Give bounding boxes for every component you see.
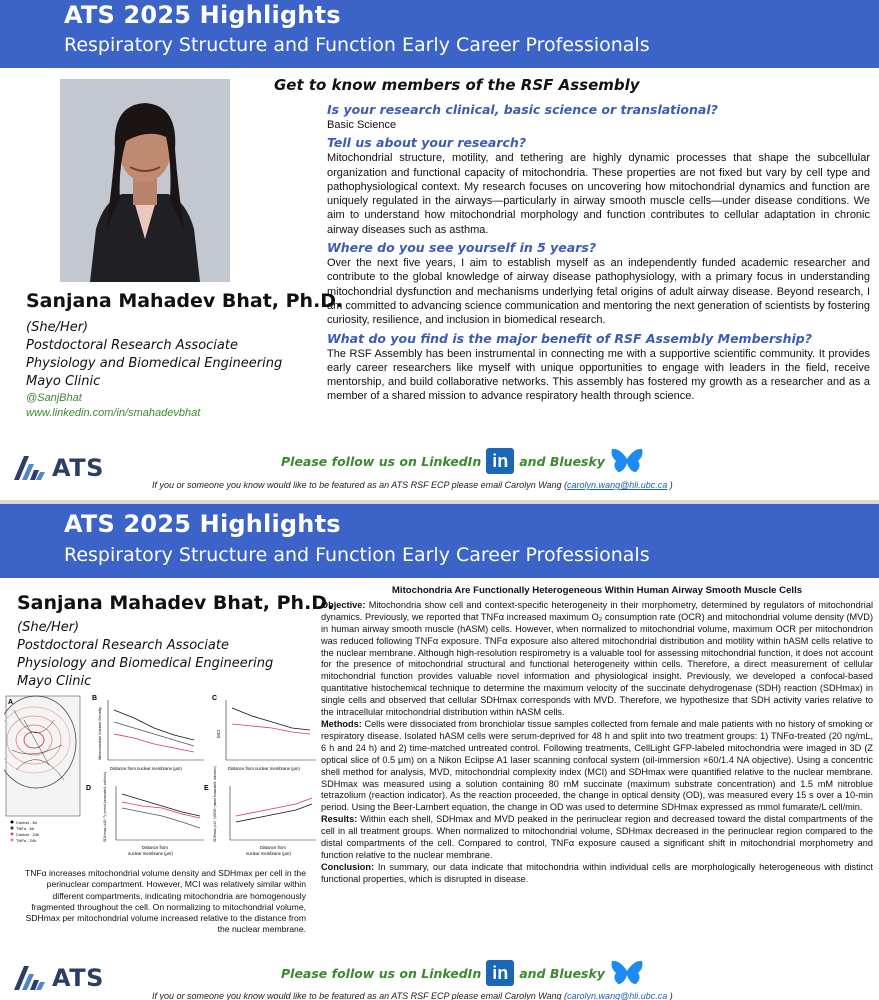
panel-e-chart xyxy=(204,766,316,856)
ats-logo xyxy=(12,454,104,482)
panel-label-e: E xyxy=(204,785,209,792)
x-axis-label: Distance from nuclear membrane (μm) xyxy=(110,766,182,771)
question: Tell us about your research? xyxy=(327,135,527,151)
follow-text: Please follow us on LinkedIn xyxy=(281,453,482,469)
pronouns: (She/Her) xyxy=(26,320,89,335)
banner-title: ATS 2025 Highlights xyxy=(64,510,341,538)
ats-logo-text: ATS xyxy=(52,454,104,482)
answer: The RSF Assembly has been instrumental in connecting me with a supportive scientific community. It provides early career researchers like myself with unique opportunities to engage with leaders in the field, receive mentorship, and build collaborative networks. This assembly has fostered my growth as a researcher and as a member of a shared mission to advance respiratory health through science. xyxy=(327,347,870,403)
institution: Mayo Clinic xyxy=(17,674,92,689)
institution: Mayo Clinic xyxy=(26,374,101,389)
follow-text-suffix: and Bluesky xyxy=(519,453,605,469)
results-figure xyxy=(4,690,320,864)
contact-email[interactable]: carolyn.wang@hli.ubc.ca xyxy=(567,991,668,1000)
panel-b-chart xyxy=(92,695,204,771)
banner-title: ATS 2025 Highlights xyxy=(64,1,341,29)
bluesky-butterfly-icon[interactable] xyxy=(610,958,644,988)
abstract-conclusion xyxy=(321,862,873,886)
contact-suffix: ) xyxy=(667,991,673,1000)
panel-c-chart xyxy=(212,695,316,771)
panel-label-d: D xyxy=(86,785,92,792)
results-text: Within each shell, SDHmax and MVD peaked in the perinuclear region and decreased toward the distal compartments of the cell in all treatment groups. When normalized to mitochondrial volume, SDHmax decreased in the perinuclear region compared to the distal compartments of the cell. Compared to control, TNFα exposure caused a significant shift in mitochondrial morphometry and function relative to the nuclear membrane. xyxy=(321,814,873,860)
legend-item: TNFα - 6h xyxy=(16,826,35,831)
contact-text: If you or someone you know would like to be featured as an ATS RSF ECP please email Carolyn Wang ( xyxy=(152,480,568,490)
x-axis-label: Distance from xyxy=(260,845,286,850)
ats-logo-text: ATS xyxy=(52,964,104,992)
objective-label: Objective: xyxy=(321,599,366,610)
contact-email[interactable]: carolyn.wang@hli.ubc.ca xyxy=(567,480,668,490)
figure-caption: TNFα increases mitochondrial volume density and SDHmax per cell in the perinuclear compartment. However, MCI was relatively similar within different compartments, indicating mitochondria are homogenously fragmented throughout the cell. On normalizing to mitochondrial volume, SDHmax per mitochondrial volume increased relative to the distance from the nuclear membrane. xyxy=(24,868,306,935)
y-axis-label: MCI xyxy=(216,729,221,738)
linkedin-icon[interactable]: in xyxy=(486,448,514,474)
contact-line xyxy=(152,991,673,1000)
x-axis-label: Distance from xyxy=(142,845,168,850)
answer: Mitochondrial structure, motility, and tethering are highly dynamic processes that shape the subcellular organization and functional capacity of mitochondria. These properties are not fixed but vary by cell type and pathophysiological context. My research focuses on uncovering how mitochondrial dynamics and function are uniquely regulated in the airways—particularly in airway smooth muscle cells—under disease conditions. We aim to understand how mitochondrial morphology and function contributes to cellular adaptation in chronic airway diseases such as asthma. xyxy=(327,152,870,236)
header-banner xyxy=(0,0,879,68)
question: Is your research clinical, basic science or translational? xyxy=(327,102,718,117)
contact-line xyxy=(152,480,673,490)
panel-d-chart xyxy=(86,772,204,856)
ats-logo xyxy=(12,964,104,992)
person-name: Sanjana Mahadev Bhat, Ph.D. xyxy=(26,290,344,312)
question: Where do you see yourself in 5 years? xyxy=(327,240,597,256)
profile-block xyxy=(26,290,343,421)
methods-label: Methods: xyxy=(321,718,362,729)
abstract-objective xyxy=(321,600,873,719)
abstract-title: Mitochondria Are Functionally Heterogeneous Within Human Airway Smooth Muscle Cells xyxy=(391,585,803,596)
x-axis-label: nuclear membrane (μm) xyxy=(128,851,173,856)
methods-text: Cells were dissociated from bronchiolar tissue samples collected from female and male patients with no history of smoking or respiratory disease. Isolated hASM cells were serum-deprived for 48 h and split into two treatment groups: 1) TNFα-treated (20 ng/mL, 6 h and 24 h) and 2) time-matched untreated control. Following treatments, CellLight GFP-labeled mitochondria were imaged in 3D (Z optical slice of 0.5 μm) on a Nikon Eclipse A1 laser scanning confocal system (oil-immersion ×60/1.4 NA objective). Using a concentric shell method for analysis, MVD, mitochondrial complexity index (MCI) and SDHmax were quantified relative to the nuclear membrane. SDHmax was measured using a solution containing 80 mM succinate (maximum substrate concentration) and 1.5 mM nitroblue tetrazolium (reaction indicator). As the reaction proceeded, the change in optical density (OD), was measured every 15 s over a 10-min period. Using the Beer-Lambert equation, the change in OD was used to determine SDHmax expressed as mmol fumarate/L cell/min. xyxy=(321,718,873,813)
ats-logo-icon xyxy=(12,964,46,992)
answer: Basic Science xyxy=(327,119,397,131)
position-title: Postdoctoral Research Associate xyxy=(26,338,238,353)
y-axis-label: Mitochondrial Volume Density xyxy=(97,707,102,760)
follow-line xyxy=(281,446,644,476)
ats-logo-icon xyxy=(12,454,46,482)
profile-photo xyxy=(60,79,230,282)
abstract-methods xyxy=(321,719,873,814)
header-banner xyxy=(0,504,879,578)
x-axis-label: nuclear membrane (μm) xyxy=(246,851,291,856)
legend-item: TNFα - 24h xyxy=(16,838,37,843)
banner-subtitle: Respiratory Structure and Function Early Career Professionals xyxy=(64,34,650,56)
contact-text: If you or someone you know would like to be featured as an ATS RSF ECP please email Carolyn Wang ( xyxy=(152,991,568,1000)
x-axis-label: Distance from nuclear membrane (μm) xyxy=(228,766,300,771)
panel-label-c: C xyxy=(212,695,218,702)
social-handle[interactable]: @SanjBhat xyxy=(26,392,82,404)
linkedin-icon[interactable]: in xyxy=(486,960,514,986)
linkedin-url[interactable]: www.linkedin.com/in/smahadevbhat xyxy=(26,407,201,419)
department: Physiology and Biomedical Engineering xyxy=(26,356,283,371)
answer: Over the next five years, I aim to establish myself as an independently funded academic researcher and contribute to the global knowledge of airway disease pathophysiology, with a primary focus in understanding mitochondrial dysfunction and mechanisms underlying fetal origins of adult airway disease. Beyond research, I am committed to advancing science communication and mentoring the next generation of scientists by fostering curiosity, resilience, and inclusion in biomedical research. xyxy=(327,257,870,327)
conclusion-text: In summary, our data indicate that mitochondria within individual cells are morphologically heterogeneous with distinct functional properties, which is disrupted in disease. xyxy=(321,861,873,884)
person-name: Sanjana Mahadev Bhat, Ph.D. xyxy=(17,592,335,614)
follow-text: Please follow us on LinkedIn xyxy=(281,965,482,981)
abstract xyxy=(321,585,873,886)
follow-line xyxy=(281,958,644,988)
qa-section xyxy=(327,101,870,406)
y-axis-label: SDHmax (x10⁻³) (mmol fumarate/L cell/min) xyxy=(103,771,107,842)
legend-item: Control - 24h xyxy=(16,832,40,837)
position-title: Postdoctoral Research Associate xyxy=(17,638,229,653)
conclusion-label: Conclusion: xyxy=(321,861,375,872)
question: What do you find is the major benefit of RSF Assembly Membership? xyxy=(327,330,812,346)
department: Physiology and Biomedical Engineering xyxy=(17,656,274,671)
highlight-page-2 xyxy=(0,504,879,1000)
bluesky-butterfly-icon[interactable] xyxy=(610,446,644,476)
banner-subtitle: Respiratory Structure and Function Early Career Professionals xyxy=(64,544,650,566)
panel-a-shells xyxy=(4,696,80,843)
legend-item: Control - 6h xyxy=(16,820,37,825)
results-label: Results: xyxy=(321,814,358,825)
pronouns: (She/Her) xyxy=(17,620,80,635)
follow-text-suffix: and Bluesky xyxy=(519,965,605,981)
profile-block xyxy=(17,592,334,691)
panel-label-a: A xyxy=(8,699,14,706)
section-headline: Get to know members of the RSF Assembly xyxy=(274,76,640,94)
panel-label-b: B xyxy=(92,695,98,702)
abstract-results xyxy=(321,814,873,862)
contact-suffix: ) xyxy=(667,480,673,490)
y-axis-label: SDHmax (x10⁻³)/MVD (mmol fumarate/L mito/min) xyxy=(213,766,217,842)
objective-text: Mitochondria show cell and context-specific heterogeneity in their morphometry, determined by regulators of mitochondrial dynamics. Previously, we reported that TNFα increased maximum O₂ consumption rate (OCR) and mitochondrial volume density (MVD) in human airway smooth muscle (hASM) cells. However, when normalized to mitochondrial volume, maximum OCR per mitochondrion was reduced following TNFα exposure. TNFα exposure also altered mitochondrial distribution and motility within hASM cells relative to the nuclear membrane. Although high-resolution respirometry is a valuable tool for assessing mitochondrial function, it does not account for the presence of mitochondrial structural and functional heterogeneity within cells. Therefore, a direct measurement of cellular mitochondrial function provides valuable novel information and physiological insight. Previously, we developed a confocal-based quantitative histochemical technique to determine the maximum velocity of the succinate dehydrogenase (SDH) reaction (SDHmax) in single cells and observed that cellular SDHmax corresponds with MVD. Therefore, we hypothesize that SDH activity varies relative to the intracellular mitochondrial distribution within hASM cells. xyxy=(321,599,873,718)
